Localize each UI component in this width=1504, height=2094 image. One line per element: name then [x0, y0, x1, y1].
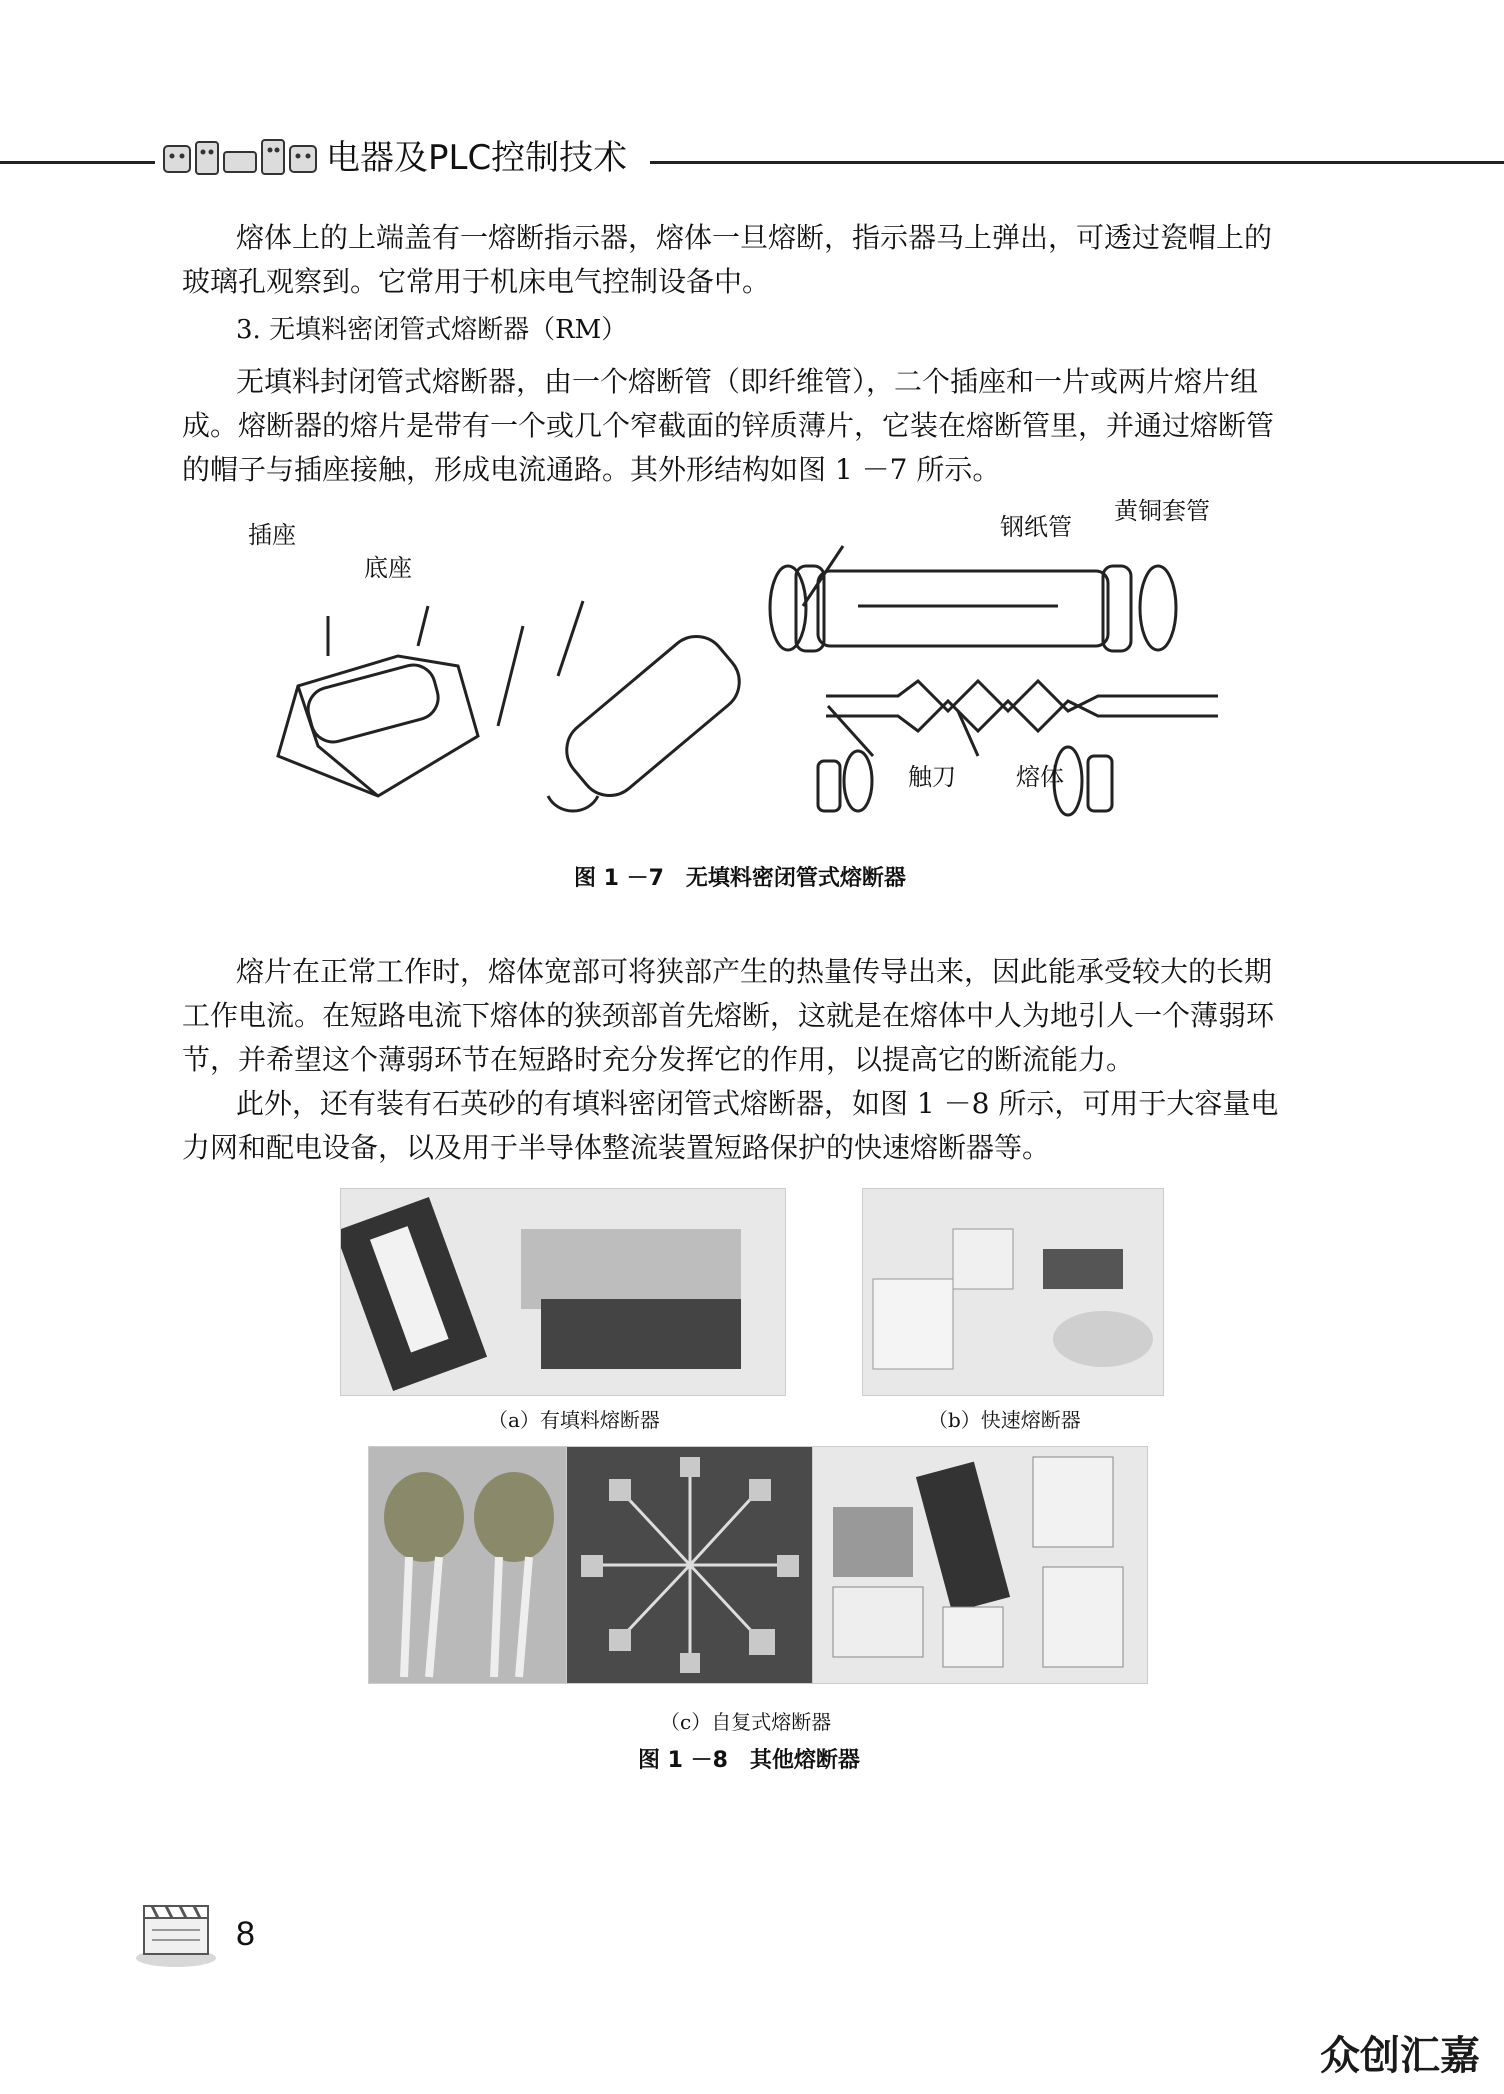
ptc-fuse-photo-2: [566, 1446, 814, 1684]
paragraph-3-line-2: 工作电流。在短路电流下熔体的狭颈部首先熔断，这就是在熔体中人为地引人一个薄弱环: [182, 999, 1275, 1032]
label-brass-sleeve: 黄铜套管: [1114, 497, 1210, 525]
paragraph-4-line-2: 力网和配电设备，以及用于半导体整流装置短路保护的快速熔断器等。: [182, 1131, 1051, 1164]
fast-fuse-photo: [862, 1188, 1164, 1396]
ptc-fuse-photo-3: [812, 1446, 1148, 1684]
label-fuse-element: 熔体: [1016, 763, 1064, 791]
label-contact-knife: 触刀: [908, 763, 956, 791]
paragraph-3-line-3: 节，并希望这个薄弱环节在短路时充分发挥它的作用，以提高它的断流能力。: [182, 1043, 1135, 1076]
book-title: 电器及PLC控制技术: [326, 138, 628, 178]
label-socket: 插座: [248, 521, 296, 549]
ptc-fuse-photo-1: [368, 1446, 568, 1684]
paragraph-2-line-3: 的帽子与插座接触，形成电流通路。其外形结构如图 1 －7 所示。: [182, 453, 1001, 486]
paragraph-1-line-1: 熔体上的上端盖有一熔断指示器，熔体一旦熔断，指示器马上弹出，可透过瓷帽上的: [236, 221, 1273, 254]
paragraph-1-line-2: 玻璃孔观察到。它常用于机床电气控制设备中。: [182, 265, 771, 298]
page-number: 8: [236, 1915, 255, 1953]
figure-1-7-caption: 图 1 －7 无填料密闭管式熔断器: [574, 866, 906, 891]
label-steel-paper-tube: 钢纸管: [1000, 513, 1072, 541]
figure-1-8-sub-a: （a）有填料熔断器: [488, 1408, 660, 1432]
clapperboard-icon: [134, 1892, 218, 1968]
header-rule-left: [0, 161, 155, 164]
filled-fuse-photo: [340, 1188, 786, 1396]
paragraph-2-line-1: 无填料封闭管式熔断器，由一个熔断管（即纤维管），二个插座和一片或两片熔片组: [236, 365, 1259, 398]
label-base: 底座: [364, 554, 412, 582]
paragraph-4-line-1: 此外，还有装有石英砂的有填料密闭管式熔断器，如图 1 －8 所示，可用于大容量电: [236, 1087, 1279, 1120]
figure-1-8-sub-b: （b）快速熔断器: [928, 1408, 1081, 1432]
paragraph-2-line-2: 成。熔断器的熔片是带有一个或几个窄截面的锌质薄片，它装在熔断管里，并通过熔断管: [182, 409, 1275, 442]
figure-1-8-caption: 图 1 －8 其他熔断器: [638, 1748, 860, 1773]
section-heading: 3. 无填料密闭管式熔断器（RM）: [236, 315, 628, 345]
paragraph-3-line-1: 熔片在正常工作时，熔体宽部可将狭部产生的热量传导出来，因此能承受较大的长期: [236, 955, 1273, 988]
header-rule-right: [650, 161, 1504, 164]
header-robot-icons: [160, 136, 320, 180]
figure-1-8-sub-c: （c）自复式熔断器: [660, 1710, 832, 1734]
watermark-text: 众创汇嘉: [1320, 2033, 1480, 2079]
